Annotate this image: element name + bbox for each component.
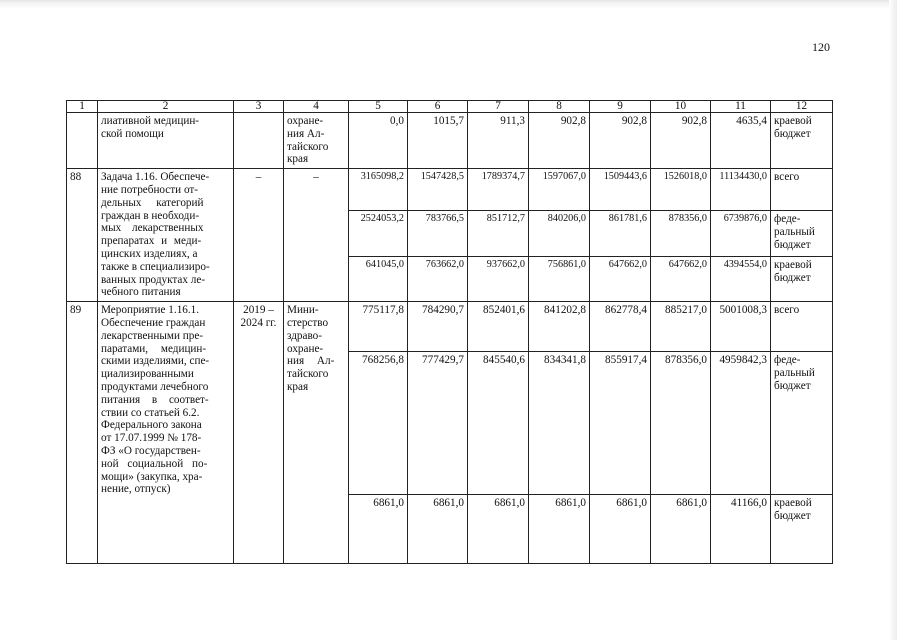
text-line: лиативной медицин- [101,115,200,127]
text-line: мощи» (закупка, хра- [101,470,203,483]
value-cell: 1526018,0 [651,169,711,211]
page-number: 120 [812,40,830,54]
value-cell: 937662,0 [468,256,529,301]
source-cell [771,211,833,257]
text-line: феде- [774,354,801,367]
value-cell: 878356,0 [651,211,711,257]
executor-cell [284,113,349,169]
text-line: краевой [774,497,812,510]
value-cell: 6739876,0 [711,211,771,257]
column-number: 7 [468,101,529,113]
value-cell: 885217,0 [651,302,711,352]
text-line: Мероприятие 1.16.1. [101,304,200,317]
text-line: паратами, медицин- [101,342,207,355]
text-line: лекарственными пре- [101,329,204,342]
column-number: 5 [349,101,408,113]
value-cell: 647662,0 [651,256,711,301]
value-cell: 3165098,2 [349,169,408,211]
value-cell: 1789374,7 [468,169,529,211]
column-number: 9 [590,101,651,113]
value-cell: 4635,4 [711,113,771,169]
value-cell: 6861,0 [468,495,529,564]
source-cell [771,169,833,211]
value-cell: 841202,8 [529,302,590,352]
program-table [66,100,833,564]
text-line: стерство [287,316,329,329]
executor-cell: – [284,169,349,302]
text-line: Обеспечение граждан [101,316,206,329]
source-cell [771,256,833,301]
name-cell [98,169,234,302]
text-line: краевой [774,115,812,127]
value-cell: 6861,0 [349,495,408,564]
text-line: ствии со статьей 6.2. [101,406,200,419]
text-line: края [287,380,309,393]
value-cell: 11134430,0 [711,169,771,211]
text-line: чебного питания [101,286,181,299]
value-cell: 878356,0 [651,352,711,495]
value-cell: 845540,6 [468,352,529,495]
value-cell: 6861,0 [529,495,590,564]
text-line: бюджет [774,127,811,140]
text-line: охране- [287,342,324,355]
value-cell: 1547428,5 [408,169,468,211]
value-cell: 756861,0 [529,256,590,301]
value-cell: 855917,4 [590,352,651,495]
value-cell: 5001008,3 [711,302,771,352]
row-number-cell: 89 [67,302,98,564]
table-row-89-total [67,302,833,352]
text-line: бюджет [774,379,811,392]
text-line: 2019 – [243,304,274,317]
value-cell: 851712,7 [468,211,529,257]
text-line: бюджет [774,238,811,251]
value-cell: 4959842,3 [711,352,771,495]
text-line: также в специализиро- [101,260,210,273]
value-cell: 641045,0 [349,256,408,301]
row-number-cell [67,113,98,169]
column-number: 10 [651,101,711,113]
column-number: 6 [408,101,468,113]
text-line: ния Ал- [287,127,325,140]
period-cell [234,113,284,169]
column-number: 4 [284,101,349,113]
value-cell: 1509443,6 [590,169,651,211]
text-line: Задача 1.16. Обеспече- [101,171,210,184]
row-number-cell: 88 [67,169,98,302]
source-cell [771,113,833,169]
column-number: 12 [771,101,833,113]
text-line: бюджет [774,271,811,284]
value-cell: 862778,4 [590,302,651,352]
text-line: ной социальной по- [101,457,208,470]
value-cell: 902,8 [590,113,651,169]
column-number-row [67,101,833,113]
text-line: ванных продуктах ле- [101,273,206,286]
text-line: краевой [774,258,812,271]
text-line: цинских изделиях, а [101,247,198,260]
value-cell: 840206,0 [529,211,590,257]
text-line: ния Ал- [287,355,335,368]
text-line: препаратах и меди- [101,235,202,248]
text-line: Федерального закона [101,419,202,432]
text-line: всего [774,171,800,184]
value-cell: 902,8 [529,113,590,169]
text-line: бюджет [774,509,811,522]
period-cell [234,302,284,564]
column-number: 2 [98,101,234,113]
table-row-88-total [67,169,833,211]
text-line: тайского [287,140,329,153]
source-cell [771,302,833,352]
text-line: нение, отпуск) [101,483,171,496]
executor-cell [284,302,349,564]
value-cell: 1597067,0 [529,169,590,211]
value-cell: 775117,8 [349,302,408,352]
value-cell: 6861,0 [651,495,711,564]
text-line: циализированными [101,368,194,381]
value-cell: 783766,5 [408,211,468,257]
text-line: Мини- [287,304,319,317]
scan-right-edge [889,0,897,640]
text-line: граждан в необходи- [101,209,200,222]
text-line: охране- [287,115,324,127]
value-cell: 861781,6 [590,211,651,257]
text-line: тайского [287,368,329,381]
value-cell: 834341,8 [529,352,590,495]
value-cell: 4394554,0 [711,256,771,301]
text-line: ральный [774,366,815,379]
value-cell: 647662,0 [590,256,651,301]
text-line: феде- [774,213,801,226]
text-line: скими изделиями, спе- [101,355,210,368]
value-cell: 6861,0 [408,495,468,564]
text-line: всего [774,304,800,317]
table-row-continuation [67,113,833,169]
text-line: питания в соответ- [101,393,209,406]
text-line: от 17.07.1999 № 178- [101,432,202,445]
text-line: здраво- [287,329,322,342]
text-line: ние потребности от- [101,183,199,196]
source-cell [771,352,833,495]
text-line: 2024 гг. [240,316,277,329]
value-cell: 763662,0 [408,256,468,301]
value-cell: 41166,0 [711,495,771,564]
value-cell: 768256,8 [349,352,408,495]
text-line: мых лекарственных [101,222,204,235]
value-cell: 0,0 [349,113,408,169]
text-line: дельных категорий [101,196,204,209]
text-line: ФЗ «О государствен- [101,444,201,457]
value-cell: 2524053,2 [349,211,408,257]
value-cell: 911,3 [468,113,529,169]
column-number: 3 [234,101,284,113]
column-number: 1 [67,101,98,113]
value-cell: 902,8 [651,113,711,169]
value-cell: 6861,0 [590,495,651,564]
scan-top-edge [0,0,897,12]
value-cell: 852401,6 [468,302,529,352]
text-line: продуктами лечебного [101,380,209,393]
value-cell: 1015,7 [408,113,468,169]
column-number: 8 [529,101,590,113]
column-number: 11 [711,101,771,113]
source-cell [771,495,833,564]
text-line: ральный [774,226,815,239]
text-line: ской помощи [101,127,164,140]
text-line: края [287,153,309,166]
period-cell: – [234,169,284,302]
value-cell: 777429,7 [408,352,468,495]
name-cell [98,113,234,169]
value-cell: 784290,7 [408,302,468,352]
name-cell [98,302,234,564]
